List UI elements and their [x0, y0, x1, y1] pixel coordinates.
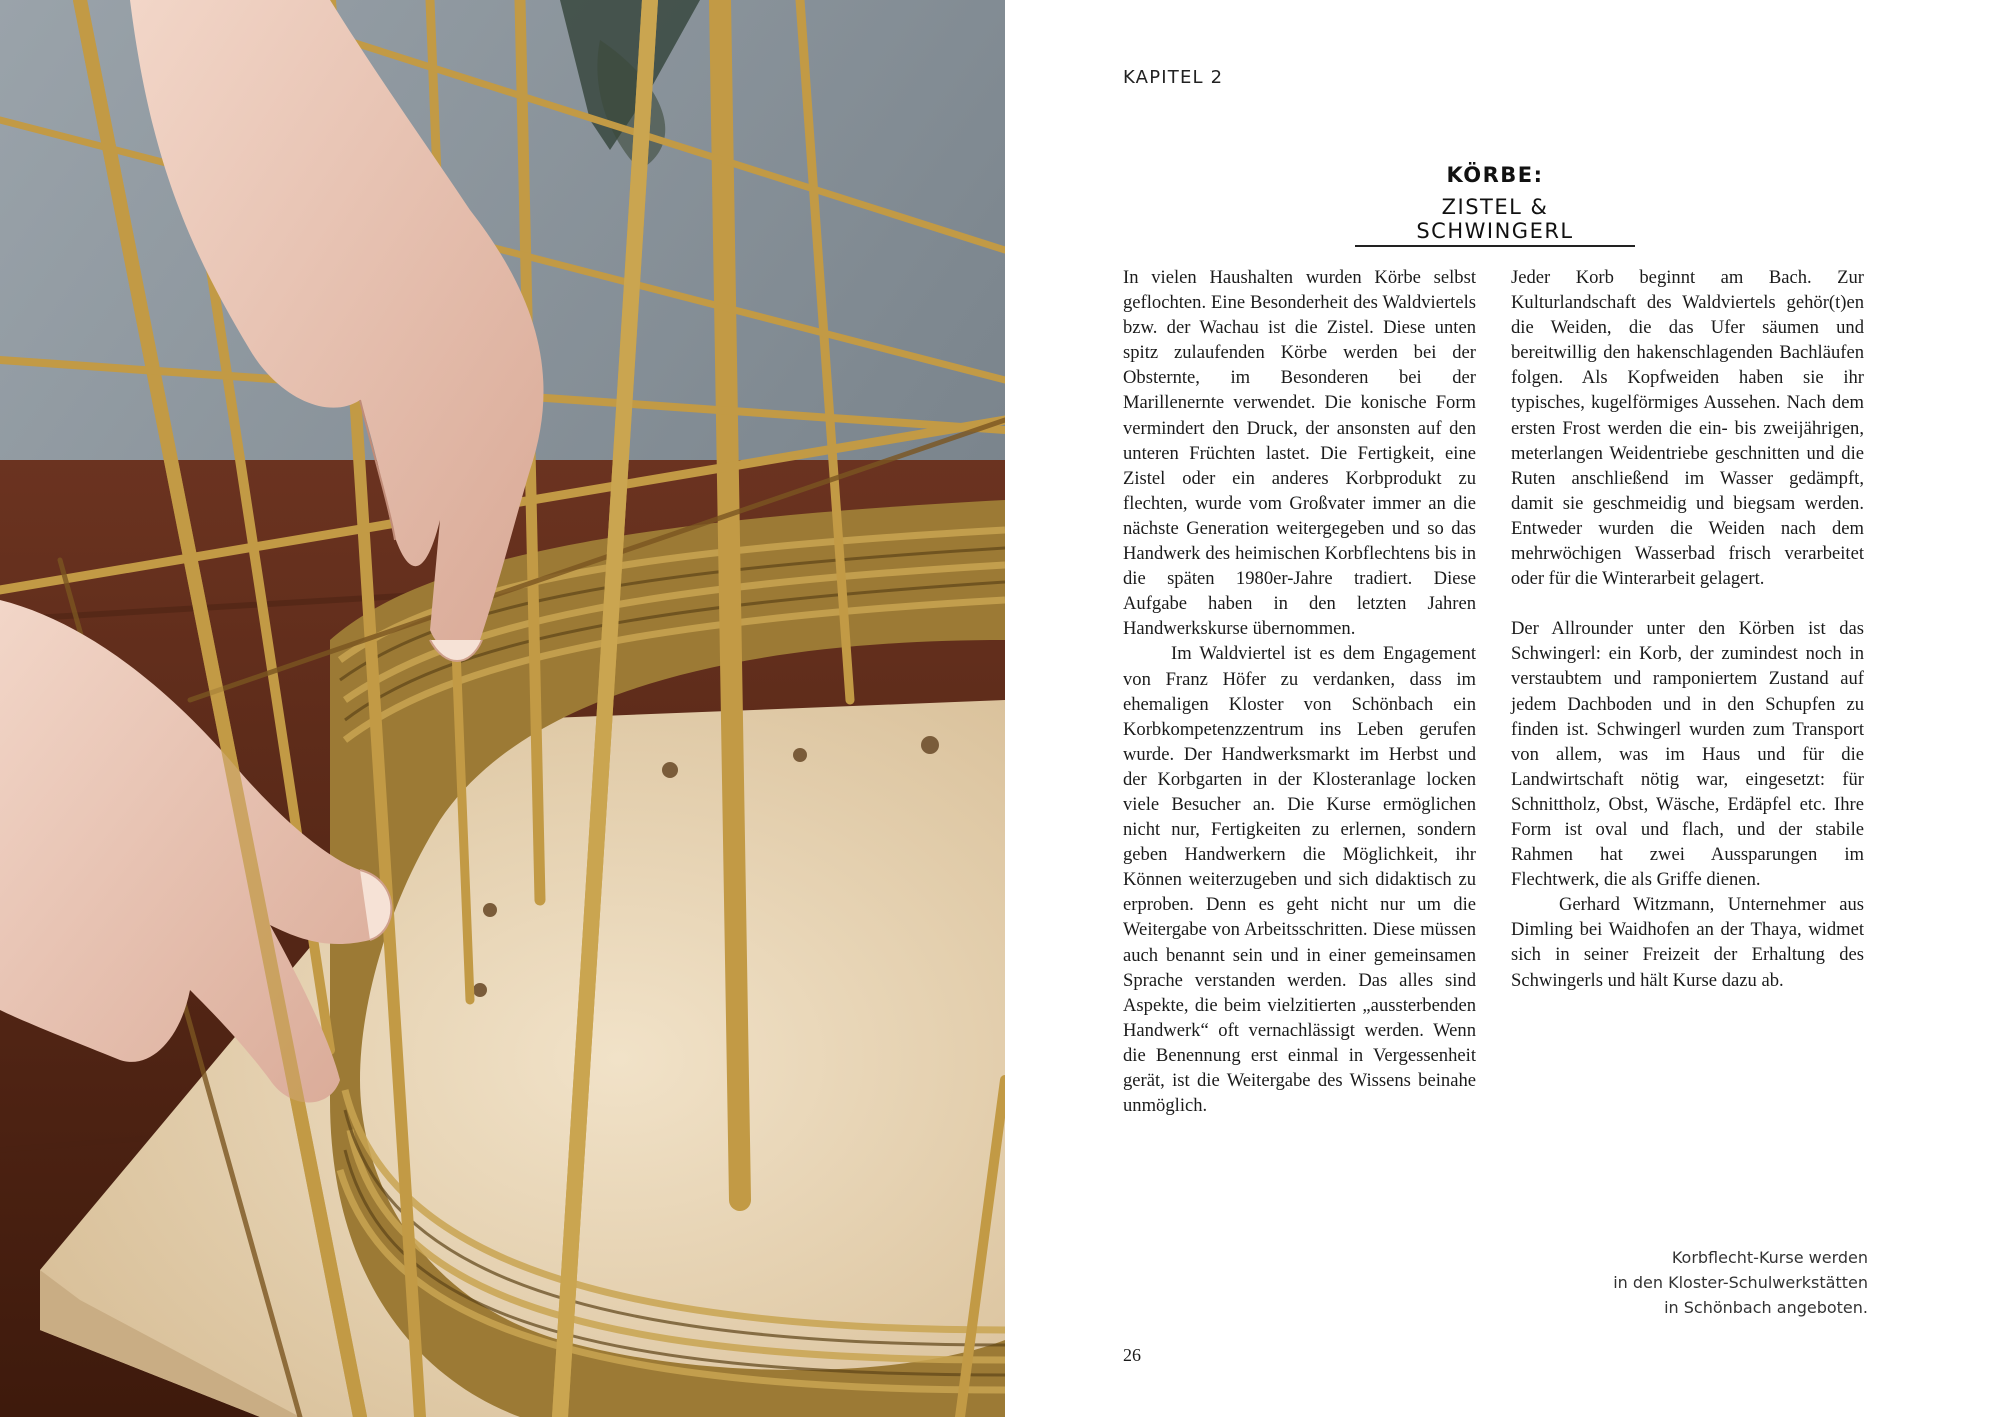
paragraph: Jeder Korb beginnt am Bach. Zur Kulturlandschaft des Waldviertels gehör(t)en die Weiden, die das Ufer säumen und bereitwillig den hakenschlagenden Bachläufen folgen. Als Kopfweiden haben sie ihr typisches, kugelförmiges Aussehen. Nach dem ersten Frost werden die ein- bis zweijährigen, meterlangen Weidentriebe geschnitten und die Ruten anschließend im Wasser gedämpft, damit sie geschmeidig und biegsam werden. Entweder wurden die Weiden nach dem mehrwöchigen Wasserbad frisch verarbeitet oder für die Winterarbeit gelagert.: [1511, 267, 1864, 590]
page-subtitle: ZISTEL & SCHWINGERL: [1355, 195, 1635, 247]
paragraph: Gerhard Witzmann, Unternehmer aus Dimling bei Waidhofen an der Thaya, widmet sich in seiner Freizeit der Erhaltung des Schwingerls und hält Kurse dazu ab.: [1511, 894, 1864, 991]
text-column-right: [1511, 265, 1864, 993]
page-number: 26: [1123, 1345, 1141, 1365]
page-title: KÖRBE:: [1446, 163, 1544, 187]
text-page: [1005, 0, 2008, 1417]
title-block: [1355, 163, 1635, 247]
caption-line: in Schönbach angeboten.: [1664, 1298, 1868, 1317]
photo-caption: [1488, 1245, 1868, 1320]
paragraph: Im Waldviertel ist es dem Engagement von Franz Höfer zu verdanken, dass im ehemaligen Kloster von Schönbach ein Korbkompetenzzentrum ins Leben gerufen wurde. Der Handwerksmarkt im Herbst und der Korbgarten in der Klosteranlage locken viele Besucher an. Die Kurse ermöglichen nicht nur, Fertigkeiten zu erlernen, sondern geben Handwerkern die Möglichkeit, ihr Können weiterzugeben und sich didaktisch zu erproben. Denn es geht nicht nur um die Weitergabe von Arbeitsschritten. Diese müssen auch benannt sein und in einer gemeinsamen Sprache verstanden werden. Das alles sind Aspekte, die beim vielzitierten „aussterbenden Handwerk“ oft vernachlässigt werden. Wenn die Benennung erst einmal in Vergessenheit gerät, ist die Weitergabe des Wissens beinahe unmöglich.: [1123, 643, 1476, 1117]
paragraph: Der Allrounder unter den Körben ist das Schwingerl: ein Korb, der zumindest noch in verstaubtem und ramponiertem Zustand auf jedem Dachboden und in den Schupfen zu finden ist. Schwingerl wurden zum Transport von allem, was im Haus und für die Landwirtschaft nötig war, eingesetzt: für Schnittholz, Obst, Wäsche, Erdäpfel etc. Ihre Form ist oval und flach, und der stabile Rahmen hat zwei Aussparungen im Flechtwerk, die als Griffe dienen.: [1511, 618, 1864, 891]
caption-line: Korbflecht-Kurse werden: [1671, 1248, 1868, 1267]
paragraph: In vielen Haushalten wurden Körbe selbst geflochten. Eine Besonderheit des Waldviertels bzw. der Wachau ist die Zistel. Diese unten spitz zulaufenden Körbe werden bei der Obsternte, im Besonderen bei der Marillenernte verwendet. Die konische Form vermindert den Druck, der ansonsten auf den unteren Früchten lastet. Die Fertigkeit, eine Zistel oder ein anderes Korbprodukt zu flechten, wurde vom Großvater immer an die nächste Generation weitergegeben und so das Handwerk des heimischen Korbflechtens bis in die späten 1980er-Jahre tradiert. Diese Aufgabe haben in den letzten Jahren Handwerkskurse übernommen.: [1123, 267, 1476, 640]
caption-line: in den Kloster-Schulwerkstätten: [1613, 1273, 1868, 1292]
chapter-label: KAPITEL 2: [1123, 67, 1224, 88]
text-column-left: [1123, 265, 1476, 1118]
